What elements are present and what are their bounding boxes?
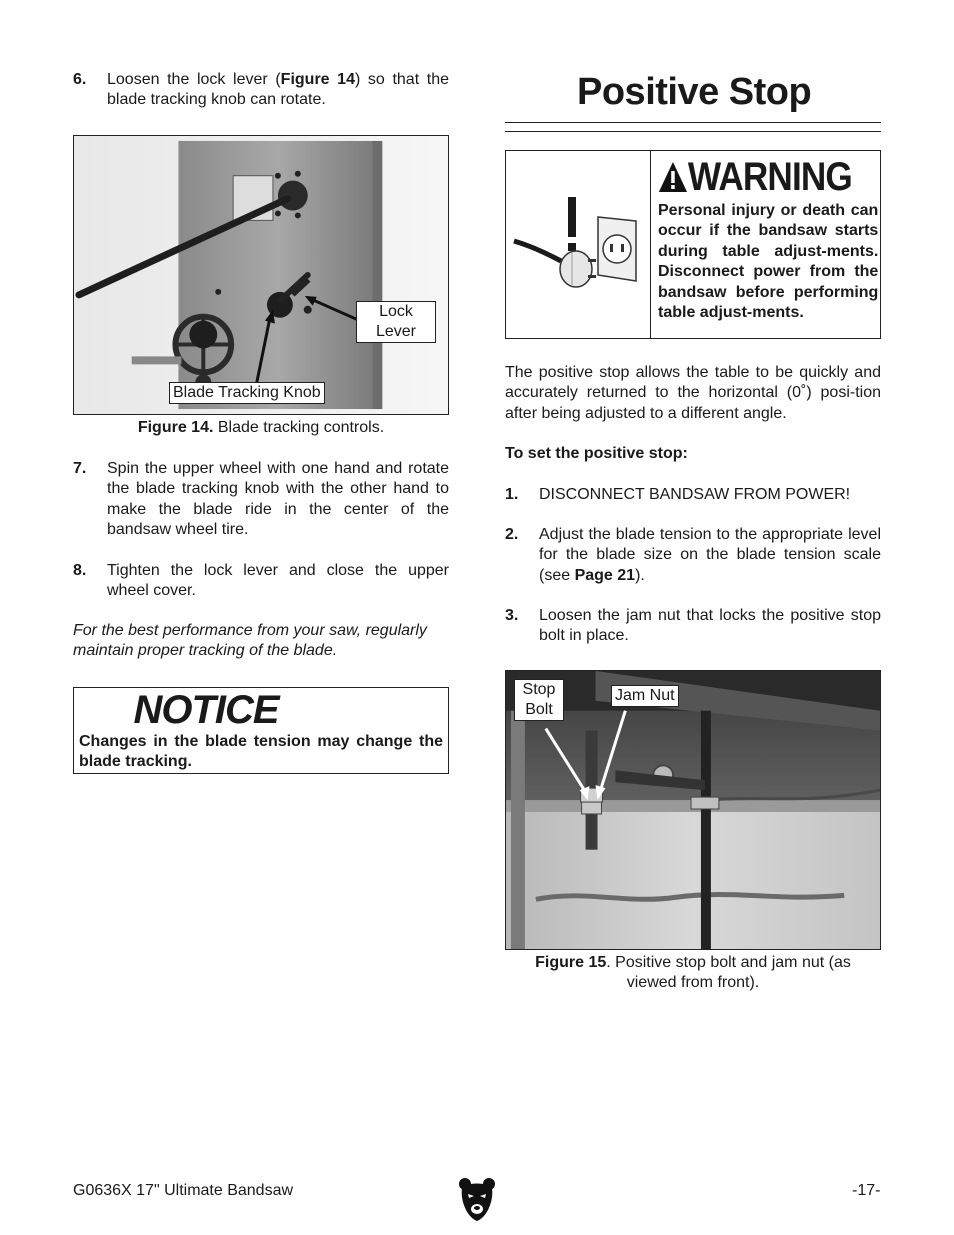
warning-heading: WARNING (658, 155, 852, 199)
procedure-subheading: To set the positive stop: (505, 445, 688, 462)
step-2 (505, 525, 881, 586)
page-number: -17- (852, 1182, 881, 1199)
page-reference: Page 21 (574, 566, 636, 584)
step-number: 1. (505, 486, 519, 503)
figure-14-caption: Figure 14. Blade tracking controls. (137, 419, 385, 436)
notice-body: Changes in the blade tension may change the blade tracking. (79, 733, 443, 771)
tracking-tip: For the best performance from your saw, regularly maintain proper tracking of the blade. (73, 622, 427, 660)
step-text: DISCONNECT BANDSAW FROM POWER! (539, 486, 851, 503)
warning-text-area (651, 151, 885, 338)
figure-15-caption: Figure 15. Positive stop bolt and jam nut (as viewed from front). (535, 954, 851, 992)
caption-label: Figure 14. (137, 419, 214, 436)
step-text: Loosen the lock lever (Figure 14) so that the blade tracking knob can rotate. (107, 71, 449, 109)
warning-triangle-icon (658, 160, 688, 194)
step-text: Adjust the blade tension to the appropriate level for the blade size on the blade tension scale (see Page 21). (539, 526, 881, 584)
step-text: Tighten the lock lever and close the upper wheel cover. (107, 562, 449, 600)
step-number: 6. (73, 71, 87, 88)
notice-heading: NOTICE (133, 688, 279, 732)
step-1 (505, 485, 881, 505)
title-rule-top (505, 122, 881, 123)
figure-reference: Figure 14 (280, 71, 355, 88)
step-number: 7. (73, 460, 87, 477)
notice-box (73, 687, 449, 774)
callout-stop-bolt: Stop Bolt (514, 679, 564, 721)
step-text: Loosen the jam nut that locks the positive stop bolt in place. (539, 607, 881, 645)
callout-jam-nut: Jam Nut (611, 685, 679, 707)
warning-illustration (506, 151, 651, 338)
caption-label: Figure 15 (535, 954, 607, 971)
positive-stop-intro: The positive stop allows the table to be quickly and accurately returned to the horizontal (0˚) posi-tion after being adjusted to a different angle. (505, 364, 881, 422)
step-8 (73, 561, 449, 602)
step-3 (505, 606, 881, 647)
callout-blade-tracking-knob: Blade Tracking Knob (169, 382, 325, 404)
bear-logo-icon (458, 1176, 496, 1222)
figure-14-photo (73, 135, 449, 415)
step-number: 3. (505, 607, 519, 624)
step-text: Spin the upper wheel with one hand and rotate the blade tracking knob with the other hand to make the blade ride in the center of the bandsaw wheel tire. (107, 460, 449, 539)
step-7 (73, 459, 449, 541)
step-number: 2. (505, 526, 519, 543)
section-title: Positive Stop (577, 71, 812, 113)
warning-body: Personal injury or death can occur if the bandsaw starts during table adjust-ments. Disconnect power from the bandsaw before performing table adjust-ments. (658, 202, 879, 322)
plug-unplugged-icon (506, 151, 650, 337)
step-number: 8. (73, 562, 87, 579)
footer-model: G0636X 17" Ultimate Bandsaw (73, 1182, 294, 1199)
title-rule-bottom (505, 131, 881, 132)
warning-box (505, 150, 881, 339)
figure-15-photo (505, 670, 881, 950)
bandsaw-tracking-photo (74, 136, 448, 414)
step-6 (73, 70, 449, 111)
callout-lock-lever: Lock Lever (356, 301, 436, 343)
